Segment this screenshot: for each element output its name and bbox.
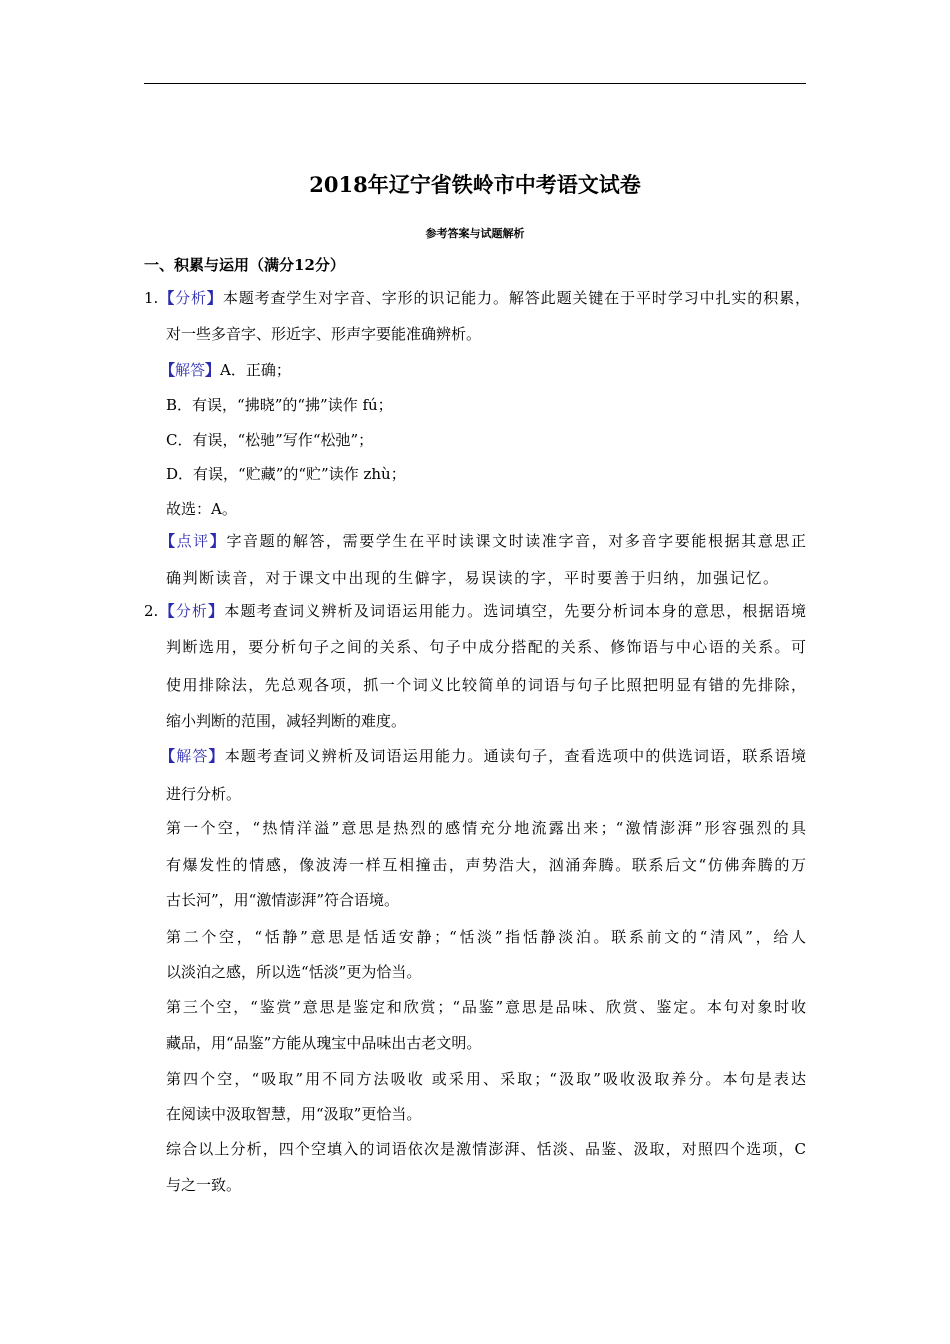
page-title: 2018年辽宁省铁岭市中考语文试卷 [309, 172, 641, 197]
q2-para1-line-1: 第一个空，“热情洋溢”意思是热烈的感情充分地流露出来；“激情澎湃”形容强烈的具 [166, 819, 806, 837]
q2-para4-line-2: 在阅读中汲取智慧，用“汲取”更恰当。 [166, 1105, 422, 1123]
q1-comment-tag: 点评 [176, 532, 210, 550]
q1-option-c: C．有误，“松驰”写作“松弛”； [166, 431, 374, 449]
q2-analysis-tag: 分析 [175, 602, 209, 620]
q2-para3-line-2: 藏品，用“品鉴”方能从瑰宝中品味出古老文明。 [166, 1034, 482, 1052]
q1-analysis-tag: 分析 [175, 289, 207, 307]
section-heading: 一、积累与运用（满分12分） [144, 256, 345, 274]
q1-answer-tag: 解答 [175, 361, 206, 379]
q2-answer-line-1: 【解答】本题考查词义辨析及词语运用能力。通读句子，查看选项中的供选词语，联系语境 [160, 747, 806, 765]
q2-para5-line-2: 与之一致。 [166, 1176, 242, 1194]
q2-answer-tag: 解答 [176, 747, 209, 765]
q1-comment-line-2: 确判断读音，对于课文中出现的生僻字，易误读的字，平时要善于归纳，加强记忆。 [166, 569, 778, 587]
q2-analysis-line-2: 判断选用，要分析句子之间的关系、句子中成分搭配的关系、修饰语与中心语的关系。可 [166, 638, 806, 656]
q1-analysis-line-2: 对一些多音字、形近字、形声字要能准确辨析。 [166, 325, 482, 343]
q2-analysis-line-3: 使用排除法，先总观各项，抓一个词义比较简单的词语与句子比照把明显有错的先排除， [166, 676, 806, 694]
page-subtitle: 参考答案与试题解析 [425, 227, 525, 240]
q1-comment-line-1: 【点评】字音题的解答，需要学生在平时读课文时读准字音，对多音字要能根据其意思正 [160, 532, 806, 550]
q2-para2-line-1: 第二个空，“恬静”意思是恬适安静；“恬淡”指恬静淡泊。联系前文的“清风”，给人 [166, 928, 806, 946]
q2-number: 2. [144, 602, 159, 620]
q2-analysis-line-4: 缩小判断的范围，减轻判断的难度。 [166, 712, 407, 730]
q1-option-b: B．有误，“拂晓”的“拂”读作 fú； [166, 396, 393, 414]
q1-choice: 故选：A。 [166, 500, 237, 518]
q2-answer-line-2: 进行分析。 [166, 785, 242, 803]
q2-para1-line-3: 古长河”，用“激情澎湃”符合语境。 [166, 891, 400, 909]
q1-analysis-line-1: 1.【分析】本题考查学生对字音、字形的识记能力。解答此题关键在于平时学习中扎实的积累， [144, 289, 810, 307]
q2-para5-line-1: 综合以上分析，四个空填入的词语依次是激情澎湃、恬淡、品鉴、汲取，对照四个选项，C [166, 1140, 806, 1158]
q1-answer-line: 【解答】A．正确； [160, 361, 291, 379]
q1-option-d: D．有误，“贮藏”的“贮”读作 zhù； [166, 465, 406, 483]
q2-para2-line-2: 以淡泊之感，所以选“恬淡”更为恰当。 [166, 963, 422, 981]
q2-para3-line-1: 第三个空，“鉴赏”意思是鉴定和欣赏；“品鉴”意思是品味、欣赏、鉴定。本句对象时收 [166, 998, 806, 1016]
q2-para1-line-2: 有爆发性的情感，像波涛一样互相撞击，声势浩大，汹涌奔腾。联系后文“仿佛奔腾的万 [166, 856, 806, 874]
q2-para4-line-1: 第四个空，“吸取”用不同方法吸收 或采用、采取；“汲取”吸收汲取养分。本句是表达 [166, 1070, 806, 1088]
header-rule [144, 83, 806, 84]
q2-analysis-line-1: 2.【分析】本题考查词义辨析及词语运用能力。选词填空，先要分析词本身的意思，根据语境 [144, 602, 806, 620]
q1-number: 1. [144, 289, 159, 307]
